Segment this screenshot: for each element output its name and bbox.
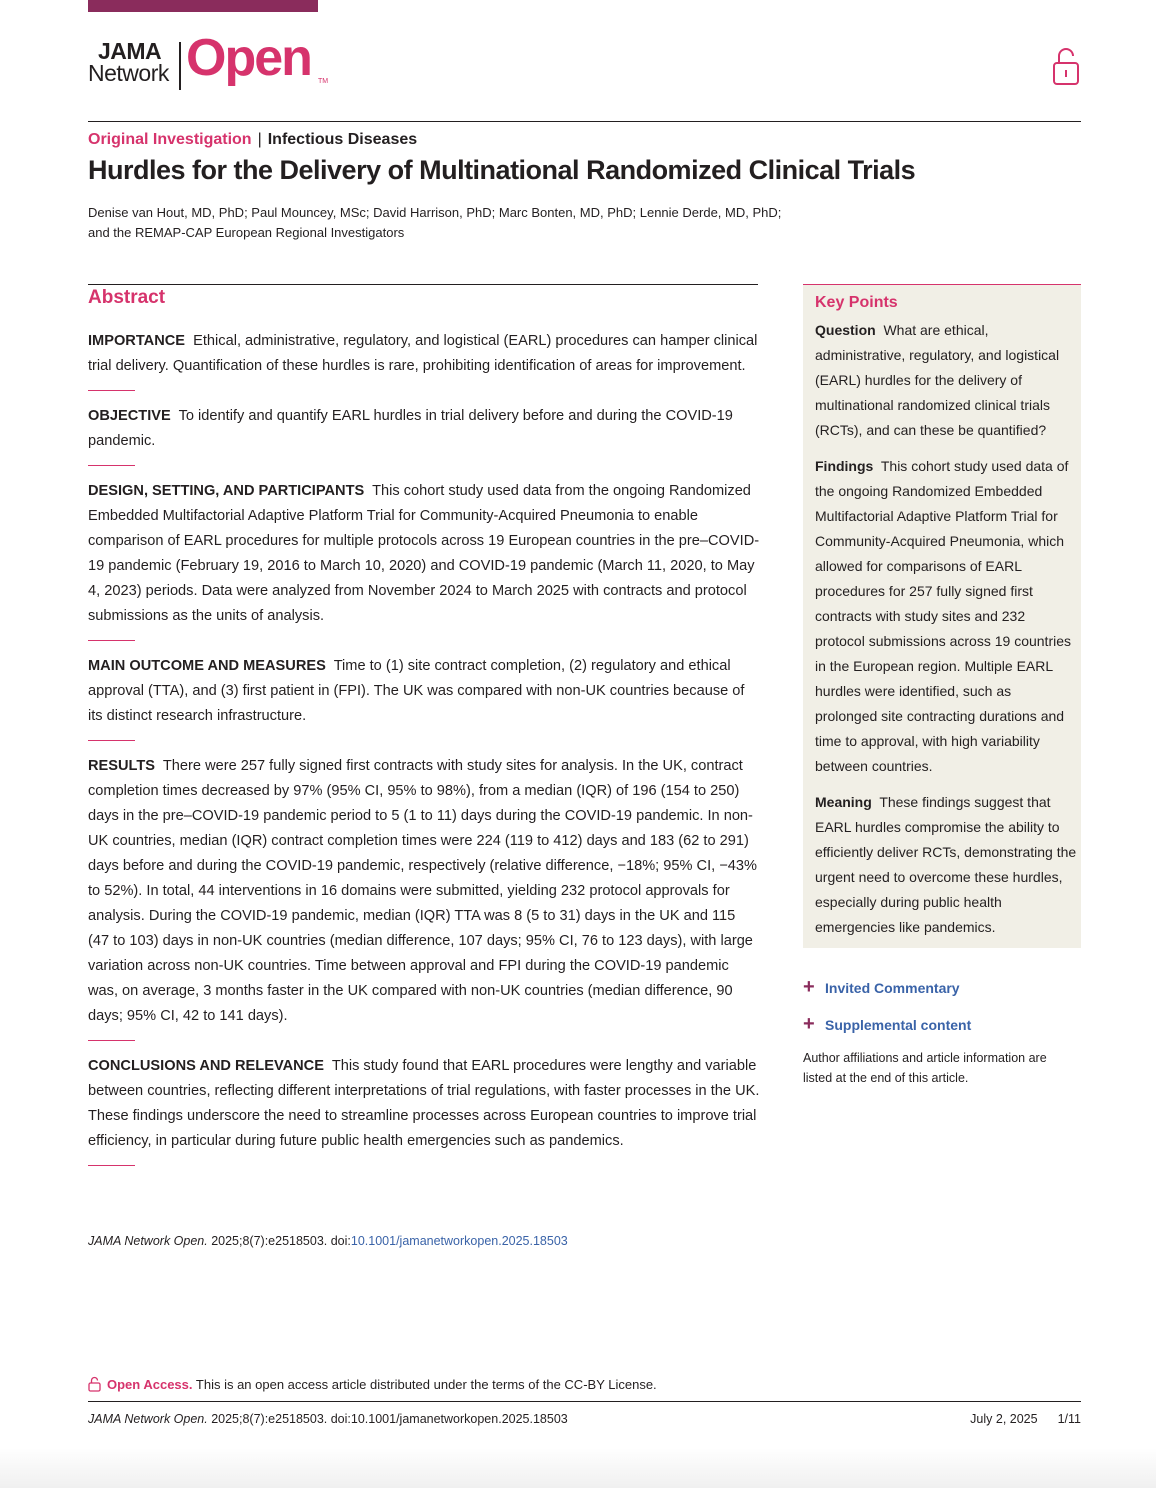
key-point-text: This cohort study used data of the ongoing Randomized Embedded Multifactorial Adaptive Platform Trial for Community-Acquired Pneumonia, which allowed for comparisons of EARL procedures for 257 fully signed first contracts with study sites and 232 protocol submissions across 19 countries in the European region. Multiple EARL hurdles were identified, such as prolonged site contracting durations and time to approval, with high variability between countries. [815,458,1072,774]
open-access-text: This is an open access article distributed under the terms of the CC-BY License. [192,1377,657,1392]
abstract-section-objective [88,404,760,454]
footer-ref: 2025;8(7):e2518503. doi:10.1001/jamanetworkopen.2025.18503 [207,1412,568,1426]
subcategory-label[interactable]: Infectious Diseases [267,131,418,148]
logo-network: Network [88,60,169,86]
abstract-section-conclusions [88,1054,760,1154]
section-label: DESIGN, SETTING, AND PARTICIPANTS [88,483,365,499]
page-bottom-shade [0,1448,1156,1488]
article-category [88,130,417,150]
related-links [803,976,971,1050]
footer-rule [88,1401,1081,1402]
abstract-rule [88,284,758,285]
key-point-label: Meaning [815,794,872,810]
section-text: This study found that EARL procedures were lengthy and variable between countries, reflecting different interpretations of trial regulations, with faster processes in the UK. These findings underscore the need to streamline processes across European countries to improve trial efficiency, in particular during future public health emergencies such as pandemics. [88,1058,760,1149]
key-points-box [803,284,1081,948]
logo-trademark: TM [318,78,329,85]
section-label: CONCLUSIONS AND RELEVANCE [88,1058,324,1074]
section-divider [88,1165,135,1166]
section-text: There were 257 fully signed first contracts with study sites for analysis. In the UK, contract completion times decreased by 97% (95% CI, 95% to 98%), from a median (IQR) of 196 (154 to 250) days in the pre–COVID-19 pandemic period to 5 (1 to 11) days during the COVID-19 pandemic. In non-UK countries, median (IQR) contract completion times were 224 (119 to 412) days and 183 (62 to 291) days before and during the COVID-19 pandemic, respectively (relative difference, −18%; 95% CI, −43% to 52%). In total, 44 interventions in 16 domains were submitted, yielding 232 protocol approvals for analysis. During the COVID-19 pandemic, median (IQR) TTA was 8 (5 to 31) days in the UK and 115 (47 to 103) days in non-UK countries (median difference, 107 days; 95% CI, 76 to 123 days), with large variation across non-UK countries. Time between approval and FPI during the COVID-19 pandemic was, on average, 3 months faster in the UK compared with non-UK countries (median difference, 90 days; 95% CI, 42 to 141 days). [88,758,757,1024]
abstract-citation [88,1232,568,1250]
section-divider [88,640,135,641]
section-divider [88,390,135,391]
article-title: Hurdles for the Delivery of Multinational Randomized Clinical Trials [88,155,916,185]
abstract-section-results [88,754,760,1029]
supplemental-content-label: Supplemental content [825,1017,972,1033]
open-lock-icon [1052,46,1080,86]
invited-commentary-label: Invited Commentary [825,980,960,996]
category-label[interactable]: Original Investigation [88,131,252,148]
logo-jama: JAMA [98,38,162,64]
key-point-label: Findings [815,458,874,474]
citation-journal: JAMA Network Open. [88,1234,208,1248]
logo-open: Open [186,29,311,87]
section-divider [88,740,135,741]
citation-ref: 2025;8(7):e2518503. doi: [207,1234,351,1248]
key-point-meaning [815,790,1077,940]
invited-commentary-link[interactable] [803,976,971,1013]
open-access-notice [88,1375,657,1395]
footer-date: July 2, 2025 [970,1412,1038,1426]
open-lock-icon [88,1376,101,1392]
abstract-heading: Abstract [88,287,166,308]
section-divider [88,465,135,466]
abstract-body [88,329,760,1179]
section-text: This cohort study used data from the ongoing Randomized Embedded Multifactorial Adaptive Platform Trial for Community-Acquired Pneumonia to enable comparison of EARL procedures for multiple protocols across 19 European countries in the pre–COVID-19 pandemic (February 19, 2016 to March 10, 2020) and COVID-19 pandemic (March 11, 2020, to May 4, 2023) periods. Data were analyzed from November 2024 to March 2025 with contracts and protocol submissions as the units of analysis. [88,483,760,624]
logo-divider [179,42,181,90]
section-label: OBJECTIVE [88,408,171,424]
page-footer [88,1410,1081,1428]
section-text: Ethical, administrative, regulatory, and logistical (EARL) procedures can hamper clinical trial delivery. Quantification of these hurdles is rare, prohibiting identification of areas for improvement. [88,333,758,374]
abstract-section-importance [88,329,760,379]
plus-icon: + [803,976,815,998]
section-text: Time to (1) site contract completion, (2) regulatory and ethical approval (TTA), and (3) first patient in (FPI). The UK was compared with non-UK countries because of its distinct research infrastructure. [88,658,745,724]
abstract-section-design [88,479,760,629]
key-point-label: Question [815,322,876,338]
open-access-label[interactable]: Open Access. [107,1377,193,1392]
key-points-body [815,318,1077,951]
key-point-question [815,318,1077,443]
affiliations-note: Author affiliations and article information are listed at the end of this article. [803,1051,1047,1085]
footer-page-number: 1/11 [1057,1412,1081,1426]
key-points-heading: Key Points [815,294,898,311]
plus-icon: + [803,1013,815,1035]
section-label: IMPORTANCE [88,333,186,349]
top-color-bar [88,0,318,12]
footer-right [950,1410,1081,1428]
section-divider [88,1040,135,1041]
key-point-findings [815,454,1077,779]
footer-journal: JAMA Network Open. [88,1412,208,1426]
author-list [88,203,808,243]
section-text: To identify and quantify EARL hurdles in trial delivery before and during the COVID-19 pandemic. [88,408,733,449]
section-label: MAIN OUTCOME AND MEASURES [88,658,326,674]
header-rule [88,121,1081,122]
category-separator: | [257,131,262,148]
authors-line-2: and the REMAP-CAP European Regional Investigators [88,225,405,240]
abstract-section-outcomes [88,654,760,729]
citation-doi-link[interactable]: 10.1001/jamanetworkopen.2025.18503 [350,1234,568,1248]
key-point-text: What are ethical, administrative, regulatory, and logistical (EARL) hurdles for the delivery of multinational randomized clinical trials (RCTs), and can these be quantified? [815,322,1060,438]
section-label: RESULTS [88,758,156,774]
authors-line-1: Denise van Hout, MD, PhD; Paul Mouncey, MSc; David Harrison, PhD; Marc Bonten, MD, PhD; Lennie Derde, MD, PhD; [88,205,782,220]
supplemental-content-link[interactable] [803,1013,971,1050]
key-point-text: These findings suggest that EARL hurdles compromise the ability to efficiently deliver RCTs, demonstrating the urgent need to overcome these hurdles, especially during public health emergencies like pandemics. [815,794,1077,935]
